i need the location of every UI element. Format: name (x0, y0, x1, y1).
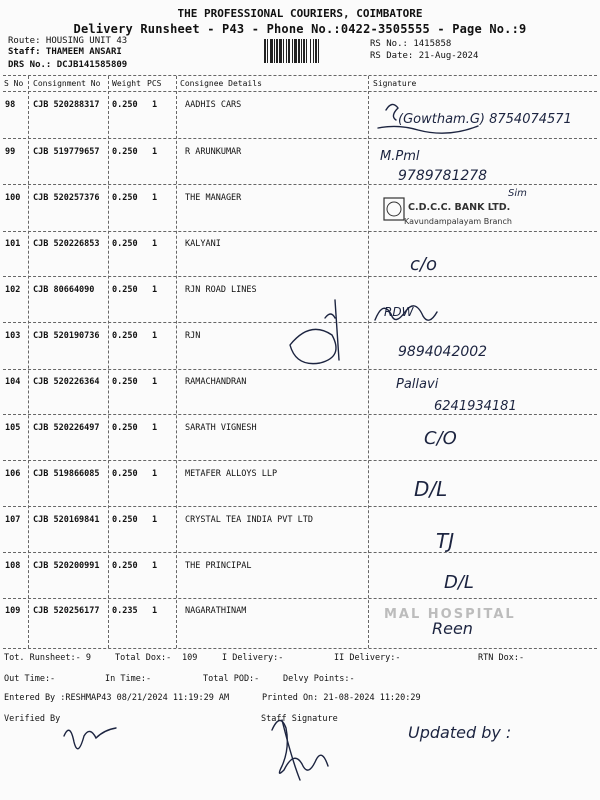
row-100-pcs: 1 (152, 193, 158, 203)
runsheet-subtitle: Delivery Runsheet - P43 - Phone No.:0422-3505555 - Page No.:9 (73, 22, 527, 36)
handwriting-row-109: Reen (432, 619, 473, 638)
row-99-sno: 99 (5, 147, 16, 157)
row-107-consignment: CJB 520169841 (33, 515, 100, 525)
row-106-pcs: 1 (152, 469, 158, 479)
row-102-consignment: CJB 80664090 (33, 285, 95, 295)
handwriting-row-104b: 6241934181 (434, 399, 517, 414)
row-105-sno: 105 (5, 423, 21, 433)
row-100-sno: 100 (5, 193, 21, 203)
entered-by: Entered By :RESHMAP43 08/21/2024 11:19:29 AM (4, 693, 230, 703)
row-101-consignee: KALYANI (185, 239, 221, 249)
col-header-pcs: PCS (147, 79, 162, 88)
row-102-pcs: 1 (152, 285, 158, 295)
company-title: THE PROFESSIONAL COURIERS, COIMBATORE (177, 7, 423, 20)
row-104-pcs: 1 (152, 377, 158, 387)
row-103-pcs: 1 (152, 331, 158, 341)
verified-by-label: Verified By (4, 714, 61, 724)
row-101-pcs: 1 (152, 239, 158, 249)
row-103-sno: 103 (5, 331, 21, 341)
row-108-weight: 0.250 (112, 561, 138, 571)
row-107-pcs: 1 (152, 515, 158, 525)
handwriting-row-106: D/L (414, 477, 448, 501)
row-99-consignee: R ARUNKUMAR (185, 147, 242, 157)
handwriting-row-98: (Gowtham.G) 8754074571 (398, 112, 572, 127)
col-header-sno: S No (4, 79, 24, 88)
total-dox-value: 109 (182, 653, 198, 663)
in-time: In Time:- (105, 674, 152, 684)
handwriting-row-107: TJ (436, 529, 455, 553)
row-99-pcs: 1 (152, 147, 158, 157)
row-109-weight: 0.235 (112, 606, 138, 616)
i-delivery: I Delivery:- (222, 653, 284, 663)
handwriting-row-101: c/o (410, 254, 437, 275)
out-time: Out Time:- (4, 674, 56, 684)
row-109-consignment: CJB 520256177 (33, 606, 100, 616)
row-108-pcs: 1 (152, 561, 158, 571)
row-100-weight: 0.250 (112, 193, 138, 203)
bank-stamp (384, 198, 512, 226)
row-98-weight: 0.250 (112, 100, 138, 110)
handwriting-row-104a: Pallavi (396, 377, 439, 392)
row-98-consignment: CJB 520288317 (33, 100, 100, 110)
handwriting-row-103: 9894042002 (398, 344, 488, 360)
row-109-pcs: 1 (152, 606, 158, 616)
row-104-consignment: CJB 520226364 (33, 377, 100, 387)
row-106-sno: 106 (5, 469, 21, 479)
handwriting-row-105: C/O (424, 428, 457, 449)
row-103-weight: 0.250 (112, 331, 138, 341)
row-108-consignment: CJB 520200991 (33, 561, 100, 571)
handwriting-row-108: D/L (444, 572, 474, 593)
row-105-pcs: 1 (152, 423, 158, 433)
row-100-consignee: THE MANAGER (185, 193, 242, 203)
delivery-points: Delvy Points:- (283, 674, 355, 684)
row-107-sno: 107 (5, 515, 21, 525)
col-header-weight: Weight (112, 79, 141, 88)
signature-stroke-98 (386, 104, 398, 120)
col-header-consignee: Consignee Details (180, 79, 262, 88)
staff-signature-label: Staff Signature (261, 714, 338, 724)
row-98-consignee: AADHIS CARS (185, 100, 242, 110)
signature-stroke-verified (64, 728, 116, 749)
row-106-consignee: METAFER ALLOYS LLP (185, 469, 278, 479)
ii-delivery: II Delivery:- (334, 653, 401, 663)
signature-stroke-staff-b (282, 720, 300, 780)
row-102-consignee: RJN ROAD LINES (185, 285, 257, 295)
row-101-consignment: CJB 520226853 (33, 239, 100, 249)
hospital-stamp: MAL HOSPITAL (384, 607, 516, 622)
drs-number: DRS No.: DCJB141585809 (8, 60, 128, 70)
row-107-weight: 0.250 (112, 515, 138, 525)
row-98-pcs: 1 (152, 100, 158, 110)
handwriting-row-100: Sim (508, 188, 527, 199)
row-105-consignee: SARATH VIGNESH (185, 423, 257, 433)
total-runsheet: Tot. Runsheet:- 9 (4, 653, 91, 663)
row-101-weight: 0.250 (112, 239, 138, 249)
rs-date: RS Date: 21-Aug-2024 (370, 51, 479, 61)
row-104-weight: 0.250 (112, 377, 138, 387)
row-99-weight: 0.250 (112, 147, 138, 157)
row-102-sno: 102 (5, 285, 21, 295)
row-107-consignee: CRYSTAL TEA INDIA PVT LTD (185, 515, 313, 525)
rtn-dox: RTN Dox:- (478, 653, 525, 663)
signature-stroke-103-circle (290, 329, 336, 363)
total-pod: Total POD:- (203, 674, 260, 684)
row-108-sno: 108 (5, 561, 21, 571)
rs-number: RS No.: 1415858 (370, 39, 452, 49)
row-100-consignment: CJB 520257376 (33, 193, 100, 203)
bank-stamp-branch: Kavundampalayam Branch (404, 217, 512, 226)
row-103-consignee: RJN (185, 331, 201, 341)
signature-stroke-staff (272, 720, 328, 773)
row-99-consignment: CJB 519779657 (33, 147, 100, 157)
row-104-sno: 104 (5, 377, 21, 387)
signature-stroke-103-hook (325, 314, 335, 318)
printed-on: Printed On: 21-08-2024 11:20:29 (262, 693, 421, 703)
total-dox-label: Total Dox:- (115, 653, 172, 663)
staff-label: Staff: THAMEEM ANSARI (8, 47, 122, 57)
row-106-weight: 0.250 (112, 469, 138, 479)
row-105-consignment: CJB 520226497 (33, 423, 100, 433)
row-102-weight: 0.250 (112, 285, 138, 295)
signature-stroke-98b (378, 126, 478, 133)
row-101-sno: 101 (5, 239, 21, 249)
col-header-signature: Signature (373, 79, 417, 88)
row-105-weight: 0.250 (112, 423, 138, 433)
col-header-consignment: Consignment No (33, 79, 101, 88)
handwriting-row-99a: M.Pml (380, 149, 420, 164)
updated-by-handwritten: Updated by : (408, 723, 512, 742)
row-104-consignee: RAMACHANDRAN (185, 377, 247, 387)
row-109-consignee: NAGARATHINAM (185, 606, 247, 616)
row-109-sno: 109 (5, 606, 21, 616)
row-103-consignment: CJB 520190736 (33, 331, 100, 341)
route-label: Route: HOUSING UNIT 43 (8, 36, 128, 46)
row-108-consignee: THE PRINCIPAL (185, 561, 252, 571)
handwriting-row-99b: 9789781278 (398, 168, 488, 184)
row-98-sno: 98 (5, 100, 16, 110)
handwriting-row-102: RDW (384, 305, 414, 319)
bank-stamp-name: C.D.C.C. BANK LTD. (408, 202, 511, 213)
row-106-consignment: CJB 519866085 (33, 469, 100, 479)
